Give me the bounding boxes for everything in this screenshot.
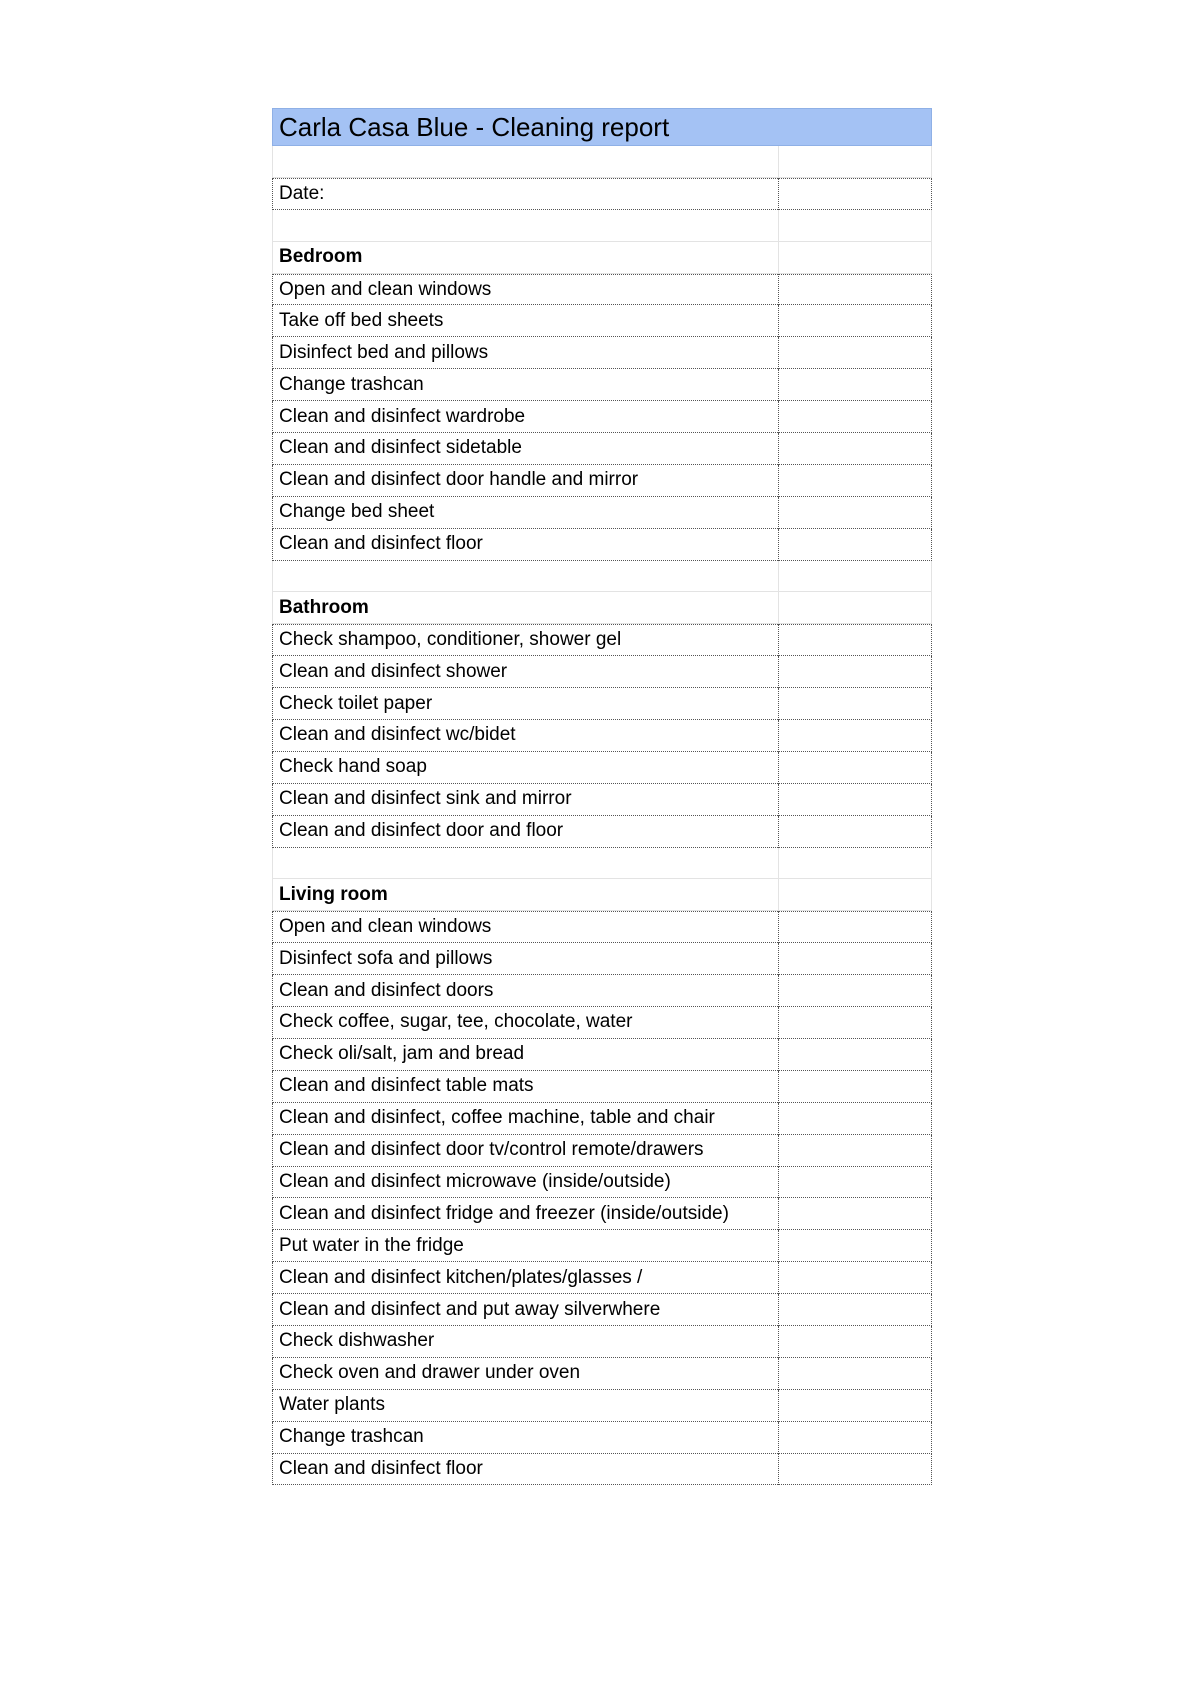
checklist-row: [272, 816, 932, 848]
cleaning-report-sheet: [272, 108, 932, 1485]
checklist-row: [272, 1071, 932, 1103]
check-cell[interactable]: [778, 1422, 932, 1454]
date-value-cell[interactable]: [778, 178, 932, 210]
task-label: Clean and disinfect and put away silverwhere: [272, 1294, 778, 1326]
task-label: Check coffee, sugar, tee, chocolate, water: [272, 1007, 778, 1039]
task-label: Open and clean windows: [272, 274, 778, 306]
check-cell[interactable]: [778, 1071, 932, 1103]
checklist-row: [272, 305, 932, 337]
checklist-row: [272, 688, 932, 720]
checklist-row: [272, 1198, 932, 1230]
checklist-row: [272, 1039, 932, 1071]
checklist-row: [272, 911, 932, 943]
task-label: Clean and disinfect sink and mirror: [272, 784, 778, 816]
task-label: Change trashcan: [272, 1422, 778, 1454]
task-label: Take off bed sheets: [272, 305, 778, 337]
check-cell[interactable]: [778, 1039, 932, 1071]
check-cell[interactable]: [778, 1167, 932, 1199]
check-cell[interactable]: [778, 752, 932, 784]
spacer-row: [272, 210, 932, 242]
check-cell[interactable]: [778, 688, 932, 720]
check-cell[interactable]: [778, 1135, 932, 1167]
check-cell[interactable]: [778, 975, 932, 1007]
task-label: Clean and disinfect wardrobe: [272, 401, 778, 433]
task-label: Water plants: [272, 1390, 778, 1422]
task-label: Disinfect sofa and pillows: [272, 943, 778, 975]
task-label: Check shampoo, conditioner, shower gel: [272, 624, 778, 656]
section-heading: Bathroom: [272, 592, 778, 624]
check-cell[interactable]: [778, 1262, 932, 1294]
task-label: Check oven and drawer under oven: [272, 1358, 778, 1390]
checklist-row: [272, 337, 932, 369]
task-label: Clean and disinfect floor: [272, 1454, 778, 1486]
task-label: Clean and disinfect door tv/control remote/drawers: [272, 1135, 778, 1167]
check-cell[interactable]: [778, 784, 932, 816]
checklist-row: [272, 529, 932, 561]
check-cell[interactable]: [778, 305, 932, 337]
task-label: Clean and disinfect microwave (inside/outside): [272, 1167, 778, 1199]
task-label: Clean and disinfect shower: [272, 656, 778, 688]
task-label: Change bed sheet: [272, 497, 778, 529]
task-label: Open and clean windows: [272, 911, 778, 943]
check-cell[interactable]: [778, 369, 932, 401]
date-label: Date:: [272, 178, 778, 210]
task-label: Clean and disinfect table mats: [272, 1071, 778, 1103]
checklist-row: [272, 1422, 932, 1454]
checklist-row: [272, 497, 932, 529]
check-cell[interactable]: [778, 1294, 932, 1326]
task-label: Clean and disinfect floor: [272, 529, 778, 561]
date-row: [272, 178, 932, 210]
check-cell[interactable]: [778, 816, 932, 848]
checklist-row: [272, 624, 932, 656]
checklist-row: [272, 1294, 932, 1326]
task-label: Clean and disinfect doors: [272, 975, 778, 1007]
checklist-row: [272, 1390, 932, 1422]
check-cell[interactable]: [778, 624, 932, 656]
checklist-row: [272, 1358, 932, 1390]
checklist-row: [272, 274, 932, 306]
check-cell[interactable]: [778, 433, 932, 465]
spacer-row: [272, 146, 932, 178]
check-cell[interactable]: [778, 943, 932, 975]
checklist-row: [272, 975, 932, 1007]
checklist-row: [272, 1135, 932, 1167]
checklist-row: [272, 1262, 932, 1294]
checklist-row: [272, 1167, 932, 1199]
checklist-row: [272, 1326, 932, 1358]
section-heading: Bedroom: [272, 242, 778, 274]
checklist-row: [272, 401, 932, 433]
section-header-bathroom: [272, 592, 932, 624]
checklist-row: [272, 1230, 932, 1262]
check-cell[interactable]: [778, 1390, 932, 1422]
task-label: Clean and disinfect door and floor: [272, 816, 778, 848]
check-cell[interactable]: [778, 529, 932, 561]
checklist-row: [272, 720, 932, 752]
check-cell[interactable]: [778, 1230, 932, 1262]
task-label: Put water in the fridge: [272, 1230, 778, 1262]
check-cell[interactable]: [778, 720, 932, 752]
task-label: Clean and disinfect kitchen/plates/glasses /: [272, 1262, 778, 1294]
check-cell[interactable]: [778, 1103, 932, 1135]
checklist-row: [272, 656, 932, 688]
checklist-row: [272, 433, 932, 465]
task-label: Disinfect bed and pillows: [272, 337, 778, 369]
section-heading: Living room: [272, 879, 778, 911]
check-cell[interactable]: [778, 401, 932, 433]
check-cell[interactable]: [778, 1007, 932, 1039]
check-cell[interactable]: [778, 911, 932, 943]
section-header-bedroom: [272, 242, 932, 274]
checklist-row: [272, 943, 932, 975]
checklist-row: [272, 1103, 932, 1135]
check-cell[interactable]: [778, 656, 932, 688]
task-label: Clean and disinfect, coffee machine, table and chair: [272, 1103, 778, 1135]
check-cell[interactable]: [778, 337, 932, 369]
report-title: Carla Casa Blue - Cleaning report: [272, 108, 932, 146]
task-label: Clean and disinfect door handle and mirror: [272, 465, 778, 497]
task-label: Change trashcan: [272, 369, 778, 401]
section-header-living-room: [272, 879, 932, 911]
checklist-row: [272, 465, 932, 497]
task-label: Check dishwasher: [272, 1326, 778, 1358]
task-label: Clean and disinfect fridge and freezer (inside/outside): [272, 1198, 778, 1230]
check-cell[interactable]: [778, 465, 932, 497]
task-label: Check toilet paper: [272, 688, 778, 720]
check-cell[interactable]: [778, 274, 932, 306]
task-label: Check hand soap: [272, 752, 778, 784]
check-cell[interactable]: [778, 1198, 932, 1230]
task-label: Check oli/salt, jam and bread: [272, 1039, 778, 1071]
checklist-row: [272, 784, 932, 816]
check-cell[interactable]: [778, 497, 932, 529]
checklist-row: [272, 1007, 932, 1039]
spacer-row: [272, 561, 932, 593]
spacer-row: [272, 848, 932, 880]
task-label: Clean and disinfect sidetable: [272, 433, 778, 465]
checklist-row: [272, 752, 932, 784]
check-cell[interactable]: [778, 1454, 932, 1486]
check-cell[interactable]: [778, 1358, 932, 1390]
checklist-row: [272, 1454, 932, 1486]
checklist-row: [272, 369, 932, 401]
task-label: Clean and disinfect wc/bidet: [272, 720, 778, 752]
check-cell[interactable]: [778, 1326, 932, 1358]
